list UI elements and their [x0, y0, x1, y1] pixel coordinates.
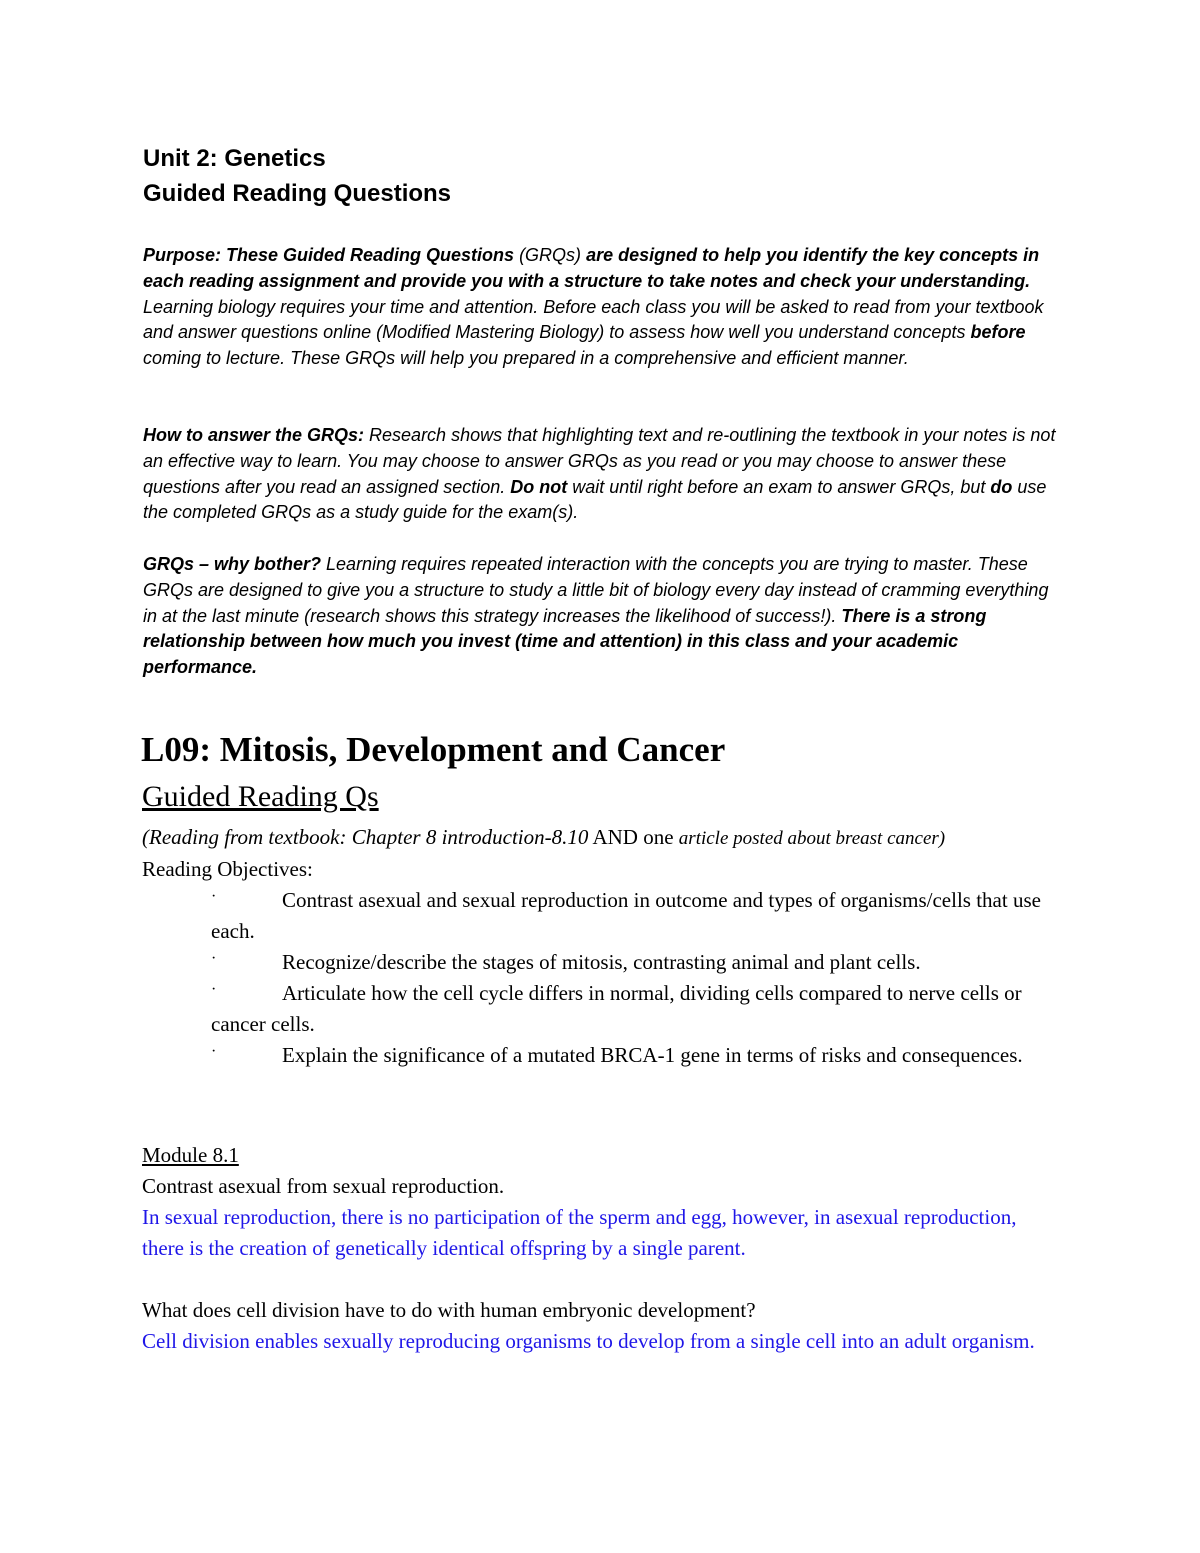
module-heading: Module 8.1	[142, 1143, 239, 1167]
reading-and: AND	[588, 825, 644, 849]
objective-text: Contrast asexual and sexual reproduction in outcome and types of organisms/cells that use each.	[211, 888, 1041, 943]
lecture-title: L09: Mitosis, Development and Cancer	[141, 730, 726, 769]
objective-text: Articulate how the cell cycle differs in normal, dividing cells compared to nerve cells or cancer cells.	[211, 981, 1022, 1036]
objective-item	[211, 1040, 1071, 1071]
purpose-lead: Purpose: These Guided Reading Questions	[143, 245, 515, 265]
reading-part-1: (Reading from textbook: Chapter 8 introduction-8.10	[142, 825, 589, 849]
reading-assignment	[142, 822, 1102, 854]
why-bother-lead: GRQs – why bother?	[143, 554, 322, 574]
objective-text: Recognize/describe the stages of mitosis, contrasting animal and plant cells.	[282, 950, 921, 974]
purpose-bold-rest: are designed to help you identify the key concepts in each reading assignment and provide you with a structure to take notes and check your understanding.	[143, 245, 1040, 291]
objective-text: Explain the significance of a mutated BRCA-1 gene in terms of risks and consequences.	[282, 1043, 1023, 1067]
bullet-icon: ·	[211, 950, 217, 967]
purpose-before: before	[970, 322, 1026, 343]
how-to-text-3: use the completed GRQs as a study guide for the exam(s).	[143, 476, 1047, 523]
how-to-do-not: Do not	[510, 476, 568, 497]
how-to-text-2: wait until right before an exam to answer GRQs, but	[567, 476, 991, 497]
objectives-heading: Reading Objectives:	[142, 857, 313, 881]
purpose-text-2: coming to lecture. These GRQs will help you prepared in a comprehensive and efficient manner.	[143, 348, 909, 369]
lecture-subtitle: Guided Reading Qs	[142, 780, 379, 813]
bullet-icon: ·	[211, 981, 217, 998]
question-1: Contrast asexual from sexual reproduction.	[142, 1174, 505, 1198]
purpose-paragraph	[143, 243, 1063, 372]
why-bother-text-1: Learning requires repeated interaction with the concepts you are trying to master. These GRQs are designed to give you a structure to study a little bit of biology every day instead of cramming everything in at the last minute (research shows this strategy increases the likelihood of success!).	[143, 554, 1049, 626]
objective-item	[211, 978, 1071, 1040]
how-to-paragraph	[143, 423, 1063, 526]
doc-title: Guided Reading Questions	[143, 180, 452, 207]
why-bother-bold-end: There is a strong relationship between how much you invest (time and attention) in this class and your academic performance.	[143, 605, 987, 678]
reading-one: one	[643, 825, 679, 849]
unit-title: Unit 2: Genetics	[143, 145, 326, 172]
objective-item	[211, 947, 1071, 978]
answer-1: In sexual reproduction, there is no participation of the sperm and egg, however, in asexual reproduction, there is the creation of genetically identical offspring by a single parent.	[142, 1205, 1017, 1260]
objective-item	[211, 885, 1071, 947]
how-to-do: do	[990, 476, 1013, 497]
question-2: What does cell division have to do with human embryonic development?	[142, 1298, 756, 1322]
document-header	[143, 141, 451, 211]
how-to-lead: How to answer the GRQs:	[143, 425, 365, 445]
purpose-text-1: Learning biology requires your time and attention. Before each class you will be asked to read from your textbook and answer questions online (Modified Mastering Biology) to assess how well you understand concepts	[143, 296, 1044, 343]
how-to-text-1: Research shows that highlighting text and re-outlining the textbook in your notes is not an effective way to learn. You may choose to answer GRQs as you read or you may choose to answer these questions after you read an assigned section.	[143, 425, 1056, 497]
bullet-icon: ·	[211, 1043, 217, 1060]
bullet-icon: ·	[211, 888, 217, 905]
reading-part-2: article posted about breast cancer)	[678, 828, 946, 849]
why-bother-paragraph	[143, 552, 1063, 681]
purpose-grqs: (GRQs)	[514, 245, 587, 265]
answer-2: Cell division enables sexually reproducing organisms to develop from a single cell into an adult organism.	[142, 1329, 1035, 1353]
objectives-list	[211, 885, 1071, 1071]
